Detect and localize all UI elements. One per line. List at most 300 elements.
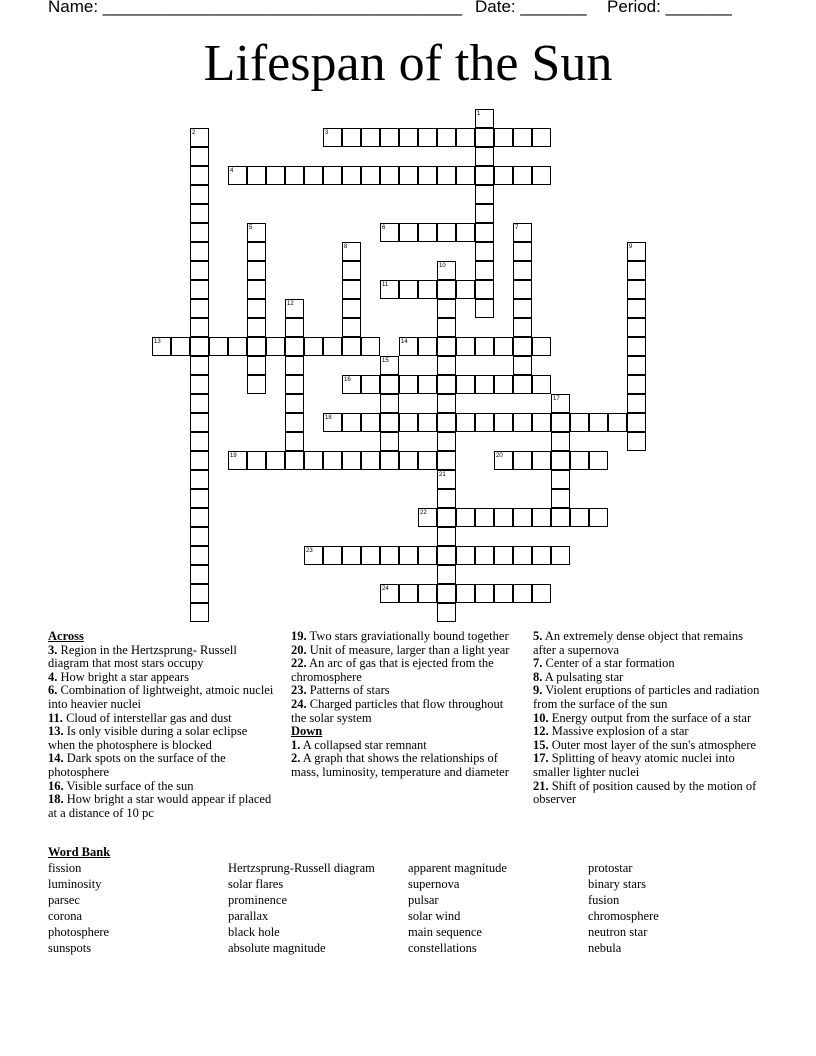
crossword-cell[interactable] — [418, 508, 437, 527]
clue-text: Region in the Hertzsprung- Russell diagram that most stars occupy — [48, 642, 237, 671]
word-bank-item: sunspots — [48, 941, 92, 955]
word-bank-item: parsec — [48, 893, 80, 907]
crossword-cell[interactable] — [285, 166, 304, 185]
clue-number: 11 — [382, 282, 389, 288]
crossword-cell[interactable] — [532, 337, 551, 356]
crossword-cell[interactable] — [513, 546, 532, 565]
clue-number-label: 10. — [533, 710, 549, 725]
crossword-cell[interactable] — [323, 451, 342, 470]
crossword-cell[interactable] — [323, 128, 342, 147]
word-bank-item: luminosity — [48, 877, 102, 891]
crossword-cell[interactable] — [380, 546, 399, 565]
crossword-cell[interactable] — [494, 375, 513, 394]
crossword-cell[interactable] — [627, 299, 646, 318]
crossword-cell[interactable] — [456, 584, 475, 603]
clue-text: Splitting of heavy atomic nuclei into smaller lighter nuclei — [533, 751, 735, 779]
crossword-cell[interactable] — [342, 318, 361, 337]
clue-item — [291, 752, 516, 779]
crossword-cell[interactable] — [342, 242, 361, 261]
crossword-cell[interactable] — [190, 584, 209, 603]
crossword-cell[interactable] — [513, 584, 532, 603]
crossword-cell[interactable] — [380, 375, 399, 394]
word-bank-item: main sequence — [408, 925, 482, 939]
crossword-cell[interactable] — [304, 546, 323, 565]
crossword-cell[interactable] — [437, 166, 456, 185]
crossword-cell[interactable] — [190, 394, 209, 413]
crossword-cell[interactable] — [627, 318, 646, 337]
crossword-cell[interactable] — [190, 546, 209, 565]
crossword-cell[interactable] — [513, 299, 532, 318]
crossword-cell[interactable] — [190, 603, 209, 622]
crossword-cell[interactable] — [513, 223, 532, 242]
crossword-cell[interactable] — [399, 223, 418, 242]
clue-item — [533, 684, 761, 711]
crossword-cell[interactable] — [551, 432, 570, 451]
clue-text: Is only visible during a solar eclipse when the photosphere is blocked — [48, 724, 248, 752]
crossword-cell[interactable] — [380, 128, 399, 147]
crossword-cell[interactable] — [399, 375, 418, 394]
crossword-cell[interactable] — [266, 166, 285, 185]
crossword-cell[interactable] — [532, 128, 551, 147]
crossword-cell[interactable] — [285, 318, 304, 337]
crossword-cell[interactable] — [437, 413, 456, 432]
crossword-cell[interactable] — [190, 527, 209, 546]
crossword-cell[interactable] — [380, 280, 399, 299]
crossword-cell[interactable] — [190, 166, 209, 185]
crossword-cell[interactable] — [475, 299, 494, 318]
crossword-cell[interactable] — [380, 394, 399, 413]
crossword-cell[interactable] — [437, 508, 456, 527]
clue-number: 7 — [515, 225, 519, 231]
clue-text: How bright a star would appear if placed at a distance of 10 pc — [48, 792, 272, 820]
crossword-cell[interactable] — [551, 546, 570, 565]
crossword-cell[interactable] — [570, 413, 589, 432]
crossword-cell[interactable] — [437, 603, 456, 622]
crossword-cell[interactable] — [494, 413, 513, 432]
crossword-cell[interactable] — [285, 299, 304, 318]
crossword-cell[interactable] — [228, 166, 247, 185]
crossword-cell[interactable] — [247, 280, 266, 299]
crossword-cell[interactable] — [190, 242, 209, 261]
crossword-cell[interactable] — [285, 394, 304, 413]
word-bank-item: prominence — [228, 893, 288, 907]
crossword-cell[interactable] — [627, 337, 646, 356]
crossword-cell[interactable] — [570, 451, 589, 470]
crossword-cell[interactable] — [361, 375, 380, 394]
crossword-cell[interactable] — [475, 166, 494, 185]
crossword-cell[interactable] — [190, 185, 209, 204]
crossword-cell[interactable] — [627, 242, 646, 261]
crossword-cell[interactable] — [304, 166, 323, 185]
crossword-cell[interactable] — [380, 451, 399, 470]
word-bank-item: fission — [48, 861, 82, 875]
crossword-cell[interactable] — [304, 337, 323, 356]
word-bank-title: Word Bank — [48, 845, 111, 859]
crossword-cell[interactable] — [399, 166, 418, 185]
clue-number-label: 6. — [48, 683, 58, 698]
crossword-cell[interactable] — [513, 280, 532, 299]
clue-number: 2 — [192, 130, 196, 136]
crossword-cell[interactable] — [190, 470, 209, 489]
word-bank-item: photosphere — [48, 925, 110, 939]
crossword-cell[interactable] — [247, 242, 266, 261]
crossword-cell[interactable] — [475, 413, 494, 432]
clues-column-1 — [48, 630, 276, 820]
crossword-cell[interactable] — [380, 223, 399, 242]
name-field[interactable]: Name: ______________________________________ — [48, 0, 463, 16]
clue-text: An arc of gas that is ejected from the chromosphere — [291, 656, 494, 684]
crossword-cell[interactable] — [627, 356, 646, 375]
crossword-cell[interactable] — [627, 394, 646, 413]
crossword-cell[interactable] — [513, 318, 532, 337]
crossword-cell[interactable] — [380, 356, 399, 375]
crossword-cell[interactable] — [266, 337, 285, 356]
crossword-cell[interactable] — [456, 128, 475, 147]
crossword-cell[interactable] — [532, 508, 551, 527]
clue-item — [48, 644, 276, 671]
crossword-cell[interactable] — [513, 356, 532, 375]
crossword-cell[interactable] — [190, 432, 209, 451]
crossword-cell[interactable] — [399, 337, 418, 356]
crossword-cell[interactable] — [513, 261, 532, 280]
crossword-cell[interactable] — [532, 584, 551, 603]
clue-number: 3 — [325, 130, 329, 136]
crossword-cell[interactable] — [437, 128, 456, 147]
down-clues-list-continued — [533, 630, 761, 807]
word-bank-item: Hertzsprung-Russell diagram — [228, 861, 375, 875]
crossword-cell[interactable] — [342, 280, 361, 299]
crossword-cell[interactable] — [418, 280, 437, 299]
crossword-cell[interactable] — [532, 413, 551, 432]
clue-number: 21 — [439, 472, 446, 478]
crossword-cell[interactable] — [437, 299, 456, 318]
crossword-cell[interactable] — [456, 508, 475, 527]
clue-number-label: 1. — [291, 737, 301, 752]
crossword-cell[interactable] — [437, 223, 456, 242]
crossword-cell[interactable] — [247, 223, 266, 242]
clue-number-label: 4. — [48, 669, 58, 684]
word-bank-item: nebula — [588, 941, 622, 955]
word-bank-item: constellations — [408, 941, 477, 955]
crossword-cell[interactable] — [342, 413, 361, 432]
crossword-cell[interactable] — [228, 451, 247, 470]
crossword-cell[interactable] — [475, 128, 494, 147]
clue-text: A collapsed star remnant — [300, 737, 427, 752]
crossword-cell[interactable] — [323, 166, 342, 185]
crossword-cell[interactable] — [342, 546, 361, 565]
clue-item — [291, 630, 516, 644]
crossword-cell[interactable] — [437, 375, 456, 394]
crossword-cell[interactable] — [190, 565, 209, 584]
crossword-cell[interactable] — [190, 413, 209, 432]
crossword-cell[interactable] — [152, 337, 171, 356]
crossword-cell[interactable] — [475, 147, 494, 166]
crossword-cell[interactable] — [247, 337, 266, 356]
period-field[interactable]: Period: _______ — [607, 0, 732, 16]
crossword-cell[interactable] — [475, 584, 494, 603]
crossword-cell[interactable] — [304, 451, 323, 470]
crossword-cell[interactable] — [456, 337, 475, 356]
crossword-cell[interactable] — [513, 375, 532, 394]
crossword-cell[interactable] — [190, 451, 209, 470]
crossword-cell[interactable] — [475, 280, 494, 299]
crossword-cell[interactable] — [437, 356, 456, 375]
crossword-cell[interactable] — [190, 223, 209, 242]
clue-item — [533, 630, 761, 657]
crossword-cell[interactable] — [418, 375, 437, 394]
clue-item — [533, 725, 761, 739]
crossword-cell[interactable] — [494, 337, 513, 356]
crossword-cell[interactable] — [190, 261, 209, 280]
date-field[interactable]: Date: _______ — [475, 0, 587, 16]
clue-text: How bright a star appears — [57, 669, 189, 684]
clue-text: A pulsating star — [542, 669, 624, 684]
crossword-cell[interactable] — [475, 546, 494, 565]
crossword-cell[interactable] — [437, 337, 456, 356]
crossword-cell[interactable] — [437, 451, 456, 470]
clue-number: 19 — [230, 453, 237, 459]
clue-number-label: 13. — [48, 724, 64, 739]
clue-text: Cloud of interstellar gas and dust — [62, 710, 232, 725]
crossword-cell[interactable] — [513, 166, 532, 185]
crossword-cell[interactable] — [247, 356, 266, 375]
crossword-cell[interactable] — [190, 375, 209, 394]
crossword-cell[interactable] — [513, 337, 532, 356]
crossword-cell[interactable] — [437, 318, 456, 337]
crossword-cell[interactable] — [456, 546, 475, 565]
crossword-cell[interactable] — [589, 413, 608, 432]
crossword-cell[interactable] — [475, 204, 494, 223]
crossword-cell[interactable] — [456, 413, 475, 432]
crossword-cell[interactable] — [437, 489, 456, 508]
crossword-cell[interactable] — [437, 527, 456, 546]
clue-item — [48, 780, 276, 794]
crossword-cell[interactable] — [323, 413, 342, 432]
crossword-cell[interactable] — [475, 223, 494, 242]
crossword-cell[interactable] — [475, 109, 494, 128]
crossword-cell[interactable] — [190, 508, 209, 527]
clue-number-label: 11. — [48, 710, 63, 725]
crossword-cell[interactable] — [361, 451, 380, 470]
crossword-cell[interactable] — [475, 508, 494, 527]
crossword-cell[interactable] — [456, 375, 475, 394]
crossword-cell[interactable] — [437, 394, 456, 413]
word-bank-item: parallax — [228, 909, 269, 923]
crossword-cell[interactable] — [361, 128, 380, 147]
crossword-cell[interactable] — [285, 356, 304, 375]
crossword-cell[interactable] — [437, 261, 456, 280]
crossword-cell[interactable] — [475, 261, 494, 280]
clue-number: 18 — [325, 415, 332, 421]
crossword-cell[interactable] — [247, 299, 266, 318]
clue-number: 15 — [382, 358, 389, 364]
clue-item — [533, 657, 761, 671]
clue-number-label: 2. — [291, 751, 301, 766]
crossword-cell[interactable] — [380, 584, 399, 603]
crossword-cell[interactable] — [475, 185, 494, 204]
crossword-cell[interactable] — [494, 166, 513, 185]
crossword-cell[interactable] — [247, 166, 266, 185]
crossword-cell[interactable] — [209, 337, 228, 356]
crossword-cell[interactable] — [532, 546, 551, 565]
crossword-cell[interactable] — [456, 223, 475, 242]
clue-text: Dark spots on the surface of the photosphere — [48, 751, 226, 779]
crossword-cell[interactable] — [627, 432, 646, 451]
clue-text: Massive explosion of a star — [548, 724, 689, 739]
crossword-cell[interactable] — [418, 451, 437, 470]
crossword-cell[interactable] — [399, 280, 418, 299]
clue-item — [48, 752, 276, 779]
crossword-cell[interactable] — [399, 128, 418, 147]
crossword-cell[interactable] — [437, 565, 456, 584]
crossword-cell[interactable] — [437, 280, 456, 299]
clue-item — [533, 712, 761, 726]
clue-item — [533, 780, 761, 807]
clue-number-label: 15. — [533, 737, 549, 752]
crossword-cell[interactable] — [513, 128, 532, 147]
crossword-cell[interactable] — [494, 451, 513, 470]
crossword-cell[interactable] — [437, 470, 456, 489]
page-title: Lifespan of the Sun — [203, 35, 613, 92]
crossword-cell[interactable] — [551, 413, 570, 432]
crossword-cell[interactable] — [399, 413, 418, 432]
crossword-cell[interactable] — [190, 299, 209, 318]
crossword-cell[interactable] — [323, 337, 342, 356]
crossword-cell[interactable] — [532, 375, 551, 394]
crossword-cell[interactable] — [418, 337, 437, 356]
crossword-cell[interactable] — [513, 413, 532, 432]
crossword-cell[interactable] — [285, 413, 304, 432]
crossword-cell[interactable] — [247, 375, 266, 394]
crossword-cell[interactable] — [190, 204, 209, 223]
crossword-cell[interactable] — [342, 337, 361, 356]
crossword-cell[interactable] — [361, 166, 380, 185]
crossword-cell[interactable] — [532, 451, 551, 470]
crossword-cell[interactable] — [532, 166, 551, 185]
crossword-cell[interactable] — [551, 489, 570, 508]
crossword-cell[interactable] — [399, 546, 418, 565]
crossword-cell[interactable] — [247, 318, 266, 337]
crossword-cell[interactable] — [361, 413, 380, 432]
crossword-cell[interactable] — [437, 584, 456, 603]
crossword-cell[interactable] — [285, 451, 304, 470]
clue-item — [533, 671, 761, 685]
crossword-cell[interactable] — [323, 546, 342, 565]
crossword-cell[interactable] — [418, 584, 437, 603]
clue-number: 22 — [420, 510, 427, 516]
crossword-cell[interactable] — [342, 128, 361, 147]
crossword-cell[interactable] — [418, 223, 437, 242]
crossword-cell[interactable] — [190, 147, 209, 166]
crossword-cell[interactable] — [418, 413, 437, 432]
clue-number-label: 14. — [48, 751, 64, 766]
clue-number: 10 — [439, 263, 446, 269]
crossword-cell[interactable] — [551, 451, 570, 470]
crossword-cell[interactable] — [570, 508, 589, 527]
crossword-cell[interactable] — [399, 584, 418, 603]
crossword-cell[interactable] — [627, 280, 646, 299]
crossword-cell[interactable] — [418, 546, 437, 565]
crossword-cell[interactable] — [399, 451, 418, 470]
crossword-cell[interactable] — [380, 166, 399, 185]
crossword-cell[interactable] — [342, 375, 361, 394]
clue-number-label: 12. — [533, 724, 549, 739]
clue-text: Center of a star formation — [542, 656, 675, 671]
crossword-cell[interactable] — [494, 546, 513, 565]
crossword-cell[interactable] — [342, 299, 361, 318]
crossword-cell[interactable] — [190, 128, 209, 147]
crossword-cell[interactable] — [342, 451, 361, 470]
clue-text: A graph that shows the relationships of mass, luminosity, temperature and diameter — [291, 751, 509, 779]
crossword-cell[interactable] — [494, 128, 513, 147]
crossword-cell[interactable] — [266, 451, 285, 470]
clue-text: Charged particles that flow throughout the solar system — [291, 696, 504, 725]
crossword-cell[interactable] — [437, 546, 456, 565]
crossword-cell[interactable] — [380, 432, 399, 451]
crossword-cell[interactable] — [342, 166, 361, 185]
crossword-cell[interactable] — [285, 432, 304, 451]
crossword-cell[interactable] — [247, 261, 266, 280]
crossword-cell[interactable] — [608, 413, 627, 432]
crossword-cell[interactable] — [589, 508, 608, 527]
crossword-cell[interactable] — [494, 508, 513, 527]
clue-number-label: 19. — [291, 629, 307, 643]
clue-number: 8 — [344, 244, 348, 250]
clue-item — [291, 644, 516, 658]
crossword-cell[interactable] — [285, 337, 304, 356]
crossword-cell[interactable] — [475, 375, 494, 394]
crossword-cell[interactable] — [361, 337, 380, 356]
crossword-cell[interactable] — [380, 413, 399, 432]
crossword-cell[interactable] — [418, 128, 437, 147]
crossword-cell[interactable] — [627, 261, 646, 280]
crossword-cell[interactable] — [190, 318, 209, 337]
crossword-cell[interactable] — [513, 451, 532, 470]
crossword-cell[interactable] — [190, 356, 209, 375]
crossword-cell[interactable] — [627, 375, 646, 394]
crossword-cell[interactable] — [513, 508, 532, 527]
across-clues-list — [48, 644, 276, 821]
word-bank-item: binary stars — [588, 877, 646, 891]
crossword-cell[interactable] — [551, 470, 570, 489]
crossword-cell[interactable] — [437, 432, 456, 451]
crossword-cell[interactable] — [513, 242, 532, 261]
crossword-cell[interactable] — [285, 375, 304, 394]
clue-number-label: 17. — [533, 751, 549, 766]
crossword-cell[interactable] — [190, 489, 209, 508]
crossword-cell[interactable] — [228, 337, 247, 356]
crossword-cell[interactable] — [456, 280, 475, 299]
crossword-cell[interactable] — [342, 261, 361, 280]
crossword-cell[interactable] — [551, 508, 570, 527]
crossword-cell[interactable] — [589, 451, 608, 470]
crossword-cell[interactable] — [418, 166, 437, 185]
crossword-cell[interactable] — [171, 337, 190, 356]
crossword-cell[interactable] — [247, 451, 266, 470]
crossword-cell[interactable] — [456, 166, 475, 185]
crossword-cell[interactable] — [627, 413, 646, 432]
clue-number-label: 9. — [533, 683, 543, 698]
crossword-cell[interactable] — [475, 337, 494, 356]
crossword-cell[interactable] — [190, 337, 209, 356]
crossword-cell[interactable] — [190, 280, 209, 299]
crossword-cell[interactable] — [361, 546, 380, 565]
clue-text: Visible surface of the sun — [63, 778, 194, 793]
crossword-cell[interactable] — [551, 394, 570, 413]
crossword-cell[interactable] — [475, 242, 494, 261]
across-clues-list-continued — [291, 630, 516, 725]
crossword-cell[interactable] — [494, 584, 513, 603]
